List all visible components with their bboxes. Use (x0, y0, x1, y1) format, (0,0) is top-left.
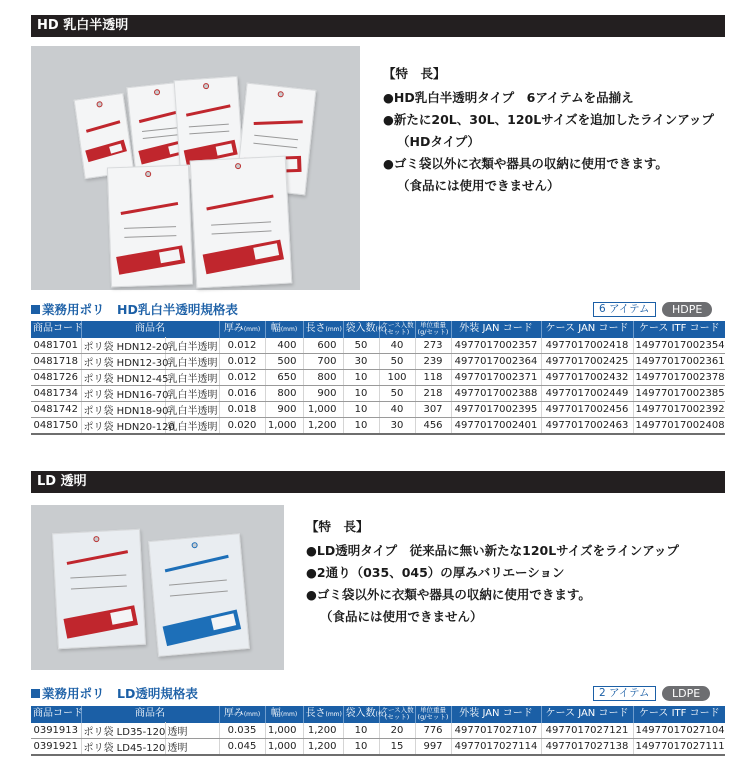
table-cell: 900 (265, 401, 303, 417)
table-cell: 0.012 (219, 337, 265, 353)
table-cell: 100 (379, 369, 415, 385)
spec-title-hd (31, 302, 238, 318)
table-cell: 10 (343, 369, 379, 385)
table-cell: 776 (415, 722, 451, 738)
table-cell: 40 (379, 401, 415, 417)
col-header: ケース JAN コード (541, 321, 633, 337)
table-row (31, 337, 725, 353)
table-cell: 透明 (165, 738, 219, 755)
product-photo-hd (31, 46, 360, 290)
col-header: 商品コード (31, 321, 81, 337)
table-cell: 4977017027121 (541, 722, 633, 738)
table-cell: 10 (343, 385, 379, 401)
table-cell: 0481734 (31, 385, 81, 401)
feature-line: ●新たに20L、30L、120Lサイズを追加したラインアップ (383, 112, 714, 127)
table-row (31, 369, 725, 385)
table-cell: 650 (265, 369, 303, 385)
table-cell: ポリ袋 LD35-120 (81, 722, 165, 738)
table-cell: 0.016 (219, 385, 265, 401)
item-count-badge: 6 アイテム (593, 302, 656, 317)
table-cell: 900 (303, 385, 343, 401)
section-title-ld: LD 透明 (31, 471, 725, 493)
table-cell: 800 (303, 369, 343, 385)
table-cell: 4977017002364 (451, 353, 541, 369)
table-cell: 0.035 (219, 722, 265, 738)
features-ld (306, 516, 679, 628)
square-bullet-icon (31, 689, 40, 698)
table-cell: 218 (415, 385, 451, 401)
table-cell: 乳白半透明 (165, 385, 219, 401)
table-cell: 273 (415, 337, 451, 353)
col-header: ケース JAN コード (541, 706, 633, 722)
bag-image (52, 529, 146, 649)
table-cell: 4977017002357 (451, 337, 541, 353)
table-cell: 400 (265, 337, 303, 353)
table-cell: 1,200 (303, 417, 343, 434)
table-cell: 10 (343, 722, 379, 738)
col-header: 袋入数(枚) (343, 706, 379, 722)
table-cell: 10 (343, 401, 379, 417)
feature-line: ●HD乳白半透明タイプ 6アイテムを品揃え (383, 90, 634, 105)
col-header: 厚み(mm) (219, 706, 265, 722)
table-cell: 40 (379, 337, 415, 353)
table-cell: ポリ袋 HDN12-30 (81, 353, 165, 369)
table-cell: 4977017027114 (451, 738, 541, 755)
table-cell: 14977017002361 (633, 353, 725, 369)
table-cell: 4977017002449 (541, 385, 633, 401)
section-title-hd: HD 乳白半透明 (31, 15, 725, 37)
table-cell: 30 (379, 417, 415, 434)
col-header: 長さ(mm) (303, 706, 343, 722)
table-cell: ポリ袋 HDN16-70 (81, 385, 165, 401)
table-cell: 14977017002392 (633, 401, 725, 417)
table-cell: 1,200 (303, 738, 343, 755)
table-cell: 乳白半透明 (165, 353, 219, 369)
table-cell: 50 (379, 353, 415, 369)
table-cell: 0391913 (31, 722, 81, 738)
table-cell: 20 (379, 722, 415, 738)
features-heading: 【特 長】 (306, 519, 369, 534)
table-cell: 700 (303, 353, 343, 369)
col-header: 外装 JAN コード (451, 706, 541, 722)
table-cell: 500 (265, 353, 303, 369)
table-cell: 14977017027111 (633, 738, 725, 755)
table-row (31, 385, 725, 401)
table-cell: 0481701 (31, 337, 81, 353)
table-cell: 4977017002395 (451, 401, 541, 417)
table-cell: 0.020 (219, 417, 265, 434)
material-badge: LDPE (662, 686, 710, 701)
table-row (31, 353, 725, 369)
col-header: 幅(mm) (265, 321, 303, 337)
feature-line: ●2通り（035、045）の厚みバリエーション (306, 565, 565, 580)
col-header: 商品コード (31, 706, 81, 722)
col-header: 厚み(mm) (219, 321, 265, 337)
table-cell: 14977017002354 (633, 337, 725, 353)
table-cell: 997 (415, 738, 451, 755)
table-cell: 0481726 (31, 369, 81, 385)
table-header-row (31, 321, 725, 337)
feature-line: （食品には使用できません） (320, 609, 483, 624)
col-header: 幅(mm) (265, 706, 303, 722)
spec-title-text: 業務用ポリ LD透明規格表 (42, 686, 198, 701)
table-cell: 14977017002385 (633, 385, 725, 401)
table-cell: 1,000 (265, 417, 303, 434)
table-cell: 50 (343, 337, 379, 353)
bag-image (107, 165, 193, 288)
col-header: 商品名 (81, 321, 219, 337)
table-cell: ポリ袋 LD45-120 (81, 738, 165, 755)
table-cell: 14977017027104 (633, 722, 725, 738)
table-cell: 1,000 (265, 722, 303, 738)
table-cell: 50 (379, 385, 415, 401)
features-heading: 【特 長】 (383, 66, 446, 81)
table-cell: 乳白半透明 (165, 401, 219, 417)
table-cell: 14977017002408 (633, 417, 725, 434)
square-bullet-icon (31, 305, 40, 314)
table-cell: 0.012 (219, 369, 265, 385)
table-cell: 0481750 (31, 417, 81, 434)
table-cell: 4977017027138 (541, 738, 633, 755)
table-cell: 4977017002418 (541, 337, 633, 353)
spec-table-ld (31, 706, 725, 756)
table-cell: ポリ袋 HDN12-20 (81, 337, 165, 353)
table-row (31, 722, 725, 738)
col-header: 単位重量 (g/セット) (415, 321, 451, 337)
table-cell: 307 (415, 401, 451, 417)
table-cell: 118 (415, 369, 451, 385)
table-cell: 1,200 (303, 722, 343, 738)
table-cell: 10 (343, 417, 379, 434)
spec-table-hd (31, 321, 725, 435)
table-cell: ポリ袋 HDN18-90 (81, 401, 165, 417)
bag-image (148, 533, 250, 657)
table-cell: 4977017002371 (451, 369, 541, 385)
table-cell: 0391921 (31, 738, 81, 755)
table-cell: 239 (415, 353, 451, 369)
bag-image (190, 156, 293, 289)
table-cell: 4977017002388 (451, 385, 541, 401)
table-cell: 14977017002378 (633, 369, 725, 385)
table-cell: 乳白半透明 (165, 369, 219, 385)
table-cell: 0.018 (219, 401, 265, 417)
table-cell: 乳白半透明 (165, 337, 219, 353)
feature-line: ●ゴミ袋以外に衣類や器具の収納に使用できます。 (383, 156, 668, 171)
col-header: ケース入数 (セット) (379, 706, 415, 722)
table-cell: 4977017002456 (541, 401, 633, 417)
table-cell: ポリ袋 HDN20-120 (81, 417, 165, 434)
table-cell: 透明 (165, 722, 219, 738)
col-header: 袋入数(枚) (343, 321, 379, 337)
feature-line: ●LD透明タイプ 従来品に無い新たな120Lサイズをラインアップ (306, 543, 679, 558)
spec-title-text: 業務用ポリ HD乳白半透明規格表 (42, 302, 238, 317)
product-photo-ld (31, 505, 284, 670)
table-cell: 1,000 (265, 738, 303, 755)
table-cell: 乳白半透明 (165, 417, 219, 434)
table-row (31, 401, 725, 417)
table-cell: ポリ袋 HDN12-45 (81, 369, 165, 385)
table-cell: 4977017002432 (541, 369, 633, 385)
table-cell: 0.045 (219, 738, 265, 755)
col-header: 単位重量 (g/セット) (415, 706, 451, 722)
table-cell: 800 (265, 385, 303, 401)
table-cell: 4977017002401 (451, 417, 541, 434)
table-cell: 10 (343, 738, 379, 755)
table-cell: 4977017027107 (451, 722, 541, 738)
feature-line: （HDタイプ） (397, 134, 480, 149)
table-cell: 15 (379, 738, 415, 755)
table-header-row (31, 706, 725, 722)
table-cell: 30 (343, 353, 379, 369)
table-cell: 0.012 (219, 353, 265, 369)
col-header: ケース入数 (セット) (379, 321, 415, 337)
feature-line: （食品には使用できません） (397, 178, 560, 193)
material-badge: HDPE (662, 302, 712, 317)
spec-title-ld (31, 686, 198, 702)
table-cell: 456 (415, 417, 451, 434)
col-header: 外装 JAN コード (451, 321, 541, 337)
item-count-badge: 2 アイテム (593, 686, 656, 701)
table-cell: 4977017002425 (541, 353, 633, 369)
table-cell: 0481742 (31, 401, 81, 417)
features-hd (383, 63, 714, 197)
table-cell: 0481718 (31, 353, 81, 369)
col-header: 長さ(mm) (303, 321, 343, 337)
col-header: ケース ITF コード (633, 706, 725, 722)
table-row (31, 738, 725, 755)
table-cell: 1,000 (303, 401, 343, 417)
table-row (31, 417, 725, 434)
col-header: ケース ITF コード (633, 321, 725, 337)
table-cell: 600 (303, 337, 343, 353)
table-cell: 4977017002463 (541, 417, 633, 434)
col-header: 商品名 (81, 706, 219, 722)
feature-line: ●ゴミ袋以外に衣類や器具の収納に使用できます。 (306, 587, 591, 602)
